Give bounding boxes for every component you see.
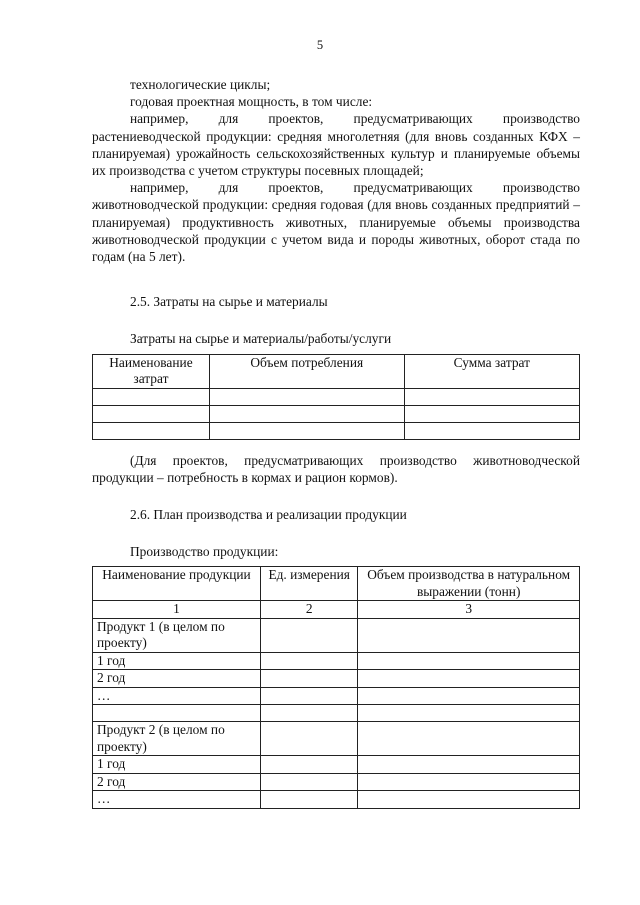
table-row bbox=[93, 652, 580, 670]
table-cell bbox=[358, 670, 580, 688]
row-label: 1 год bbox=[93, 652, 261, 670]
intro-line: технологические циклы; bbox=[130, 77, 271, 92]
column-number: 3 bbox=[358, 601, 580, 619]
production-table-title: Производство продукции: bbox=[130, 544, 279, 560]
row-label: 1 год bbox=[93, 756, 261, 774]
section-2-5-heading: 2.5. Затраты на сырье и материалы bbox=[130, 294, 328, 310]
row-label: … bbox=[93, 687, 261, 705]
table-cell bbox=[261, 791, 358, 809]
table-cell bbox=[93, 422, 210, 439]
column-number: 2 bbox=[261, 601, 358, 619]
table-row bbox=[93, 773, 580, 791]
table-cell bbox=[209, 388, 404, 405]
table-cell bbox=[358, 652, 580, 670]
row-label bbox=[93, 705, 261, 722]
row-label: Продукт 1 (в целом по проекту) bbox=[93, 618, 261, 652]
table-row bbox=[93, 705, 580, 722]
column-number: 1 bbox=[93, 601, 261, 619]
table-cell bbox=[404, 405, 579, 422]
row-label: … bbox=[93, 791, 261, 809]
section-2-6-heading: 2.6. План производства и реализации продукции bbox=[130, 507, 407, 523]
row-label: 2 год bbox=[93, 773, 261, 791]
table-row bbox=[93, 756, 580, 774]
table-cell bbox=[93, 388, 210, 405]
table-cell bbox=[261, 773, 358, 791]
intro-line: годовая проектная мощность, в том числе: bbox=[130, 94, 373, 110]
table-cell bbox=[358, 756, 580, 774]
column-number-row bbox=[93, 601, 580, 619]
table-cell bbox=[261, 652, 358, 670]
table-row bbox=[93, 405, 580, 422]
column-header: Наименование продукции bbox=[93, 567, 261, 601]
document-body bbox=[92, 76, 580, 809]
table-cell bbox=[209, 422, 404, 439]
table-cell bbox=[93, 405, 210, 422]
column-header: Сумма затрат bbox=[404, 354, 579, 388]
row-label: Продукт 2 (в целом по проекту) bbox=[93, 722, 261, 756]
table-row bbox=[93, 791, 580, 809]
table-row bbox=[93, 618, 580, 652]
table-cell bbox=[261, 687, 358, 705]
table-row bbox=[93, 670, 580, 688]
table-header-row bbox=[93, 567, 580, 601]
table-cell bbox=[358, 773, 580, 791]
table-cell bbox=[358, 618, 580, 652]
table-cell bbox=[358, 722, 580, 756]
costs-table-title: Затраты на сырье и материалы/работы/услуги bbox=[130, 331, 392, 347]
production-table bbox=[92, 566, 580, 809]
table-row bbox=[93, 687, 580, 705]
column-header: Ед. измерения bbox=[261, 567, 358, 601]
table-cell bbox=[404, 422, 579, 439]
table-cell bbox=[261, 618, 358, 652]
table-cell bbox=[358, 791, 580, 809]
column-header: Объем производства в натуральном выражении (тонн) bbox=[358, 567, 580, 601]
costs-table bbox=[92, 354, 580, 440]
table-cell bbox=[358, 705, 580, 722]
paragraph-plant-production: например, для проектов, предусматривающих производство растениеводческой продукции: средняя многолетняя (для вновь созданных КФХ – планируемая) урожайность сельскохозяйственных культур и планируемые объемы их производства с учетом структуры посевных площадей; bbox=[92, 111, 580, 179]
table-row bbox=[93, 388, 580, 405]
table-cell bbox=[261, 705, 358, 722]
table-cell bbox=[261, 670, 358, 688]
table-cell bbox=[261, 756, 358, 774]
costs-note: (Для проектов, предусматривающих производство животноводческой продукции – потребность в кормах и рацион кормов). bbox=[92, 452, 580, 485]
paragraph-animal-production: например, для проектов, предусматривающих производство животноводческой продукции: средняя годовая (для вновь созданных предприятий – планируемая) продуктивность животных, планируемые объемы производства животноводческой продукции с учетом вида и породы животных, оборот стада по годам (на 5 лет). bbox=[92, 180, 580, 265]
table-header-row bbox=[93, 354, 580, 388]
table-cell bbox=[404, 388, 579, 405]
column-header: Наименование затрат bbox=[93, 354, 210, 388]
table-row bbox=[93, 422, 580, 439]
column-header: Объем потребления bbox=[209, 354, 404, 388]
page-number: 5 bbox=[316, 38, 324, 52]
table-cell bbox=[261, 722, 358, 756]
row-label: 2 год bbox=[93, 670, 261, 688]
table-cell bbox=[209, 405, 404, 422]
table-row bbox=[93, 722, 580, 756]
table-cell bbox=[358, 687, 580, 705]
